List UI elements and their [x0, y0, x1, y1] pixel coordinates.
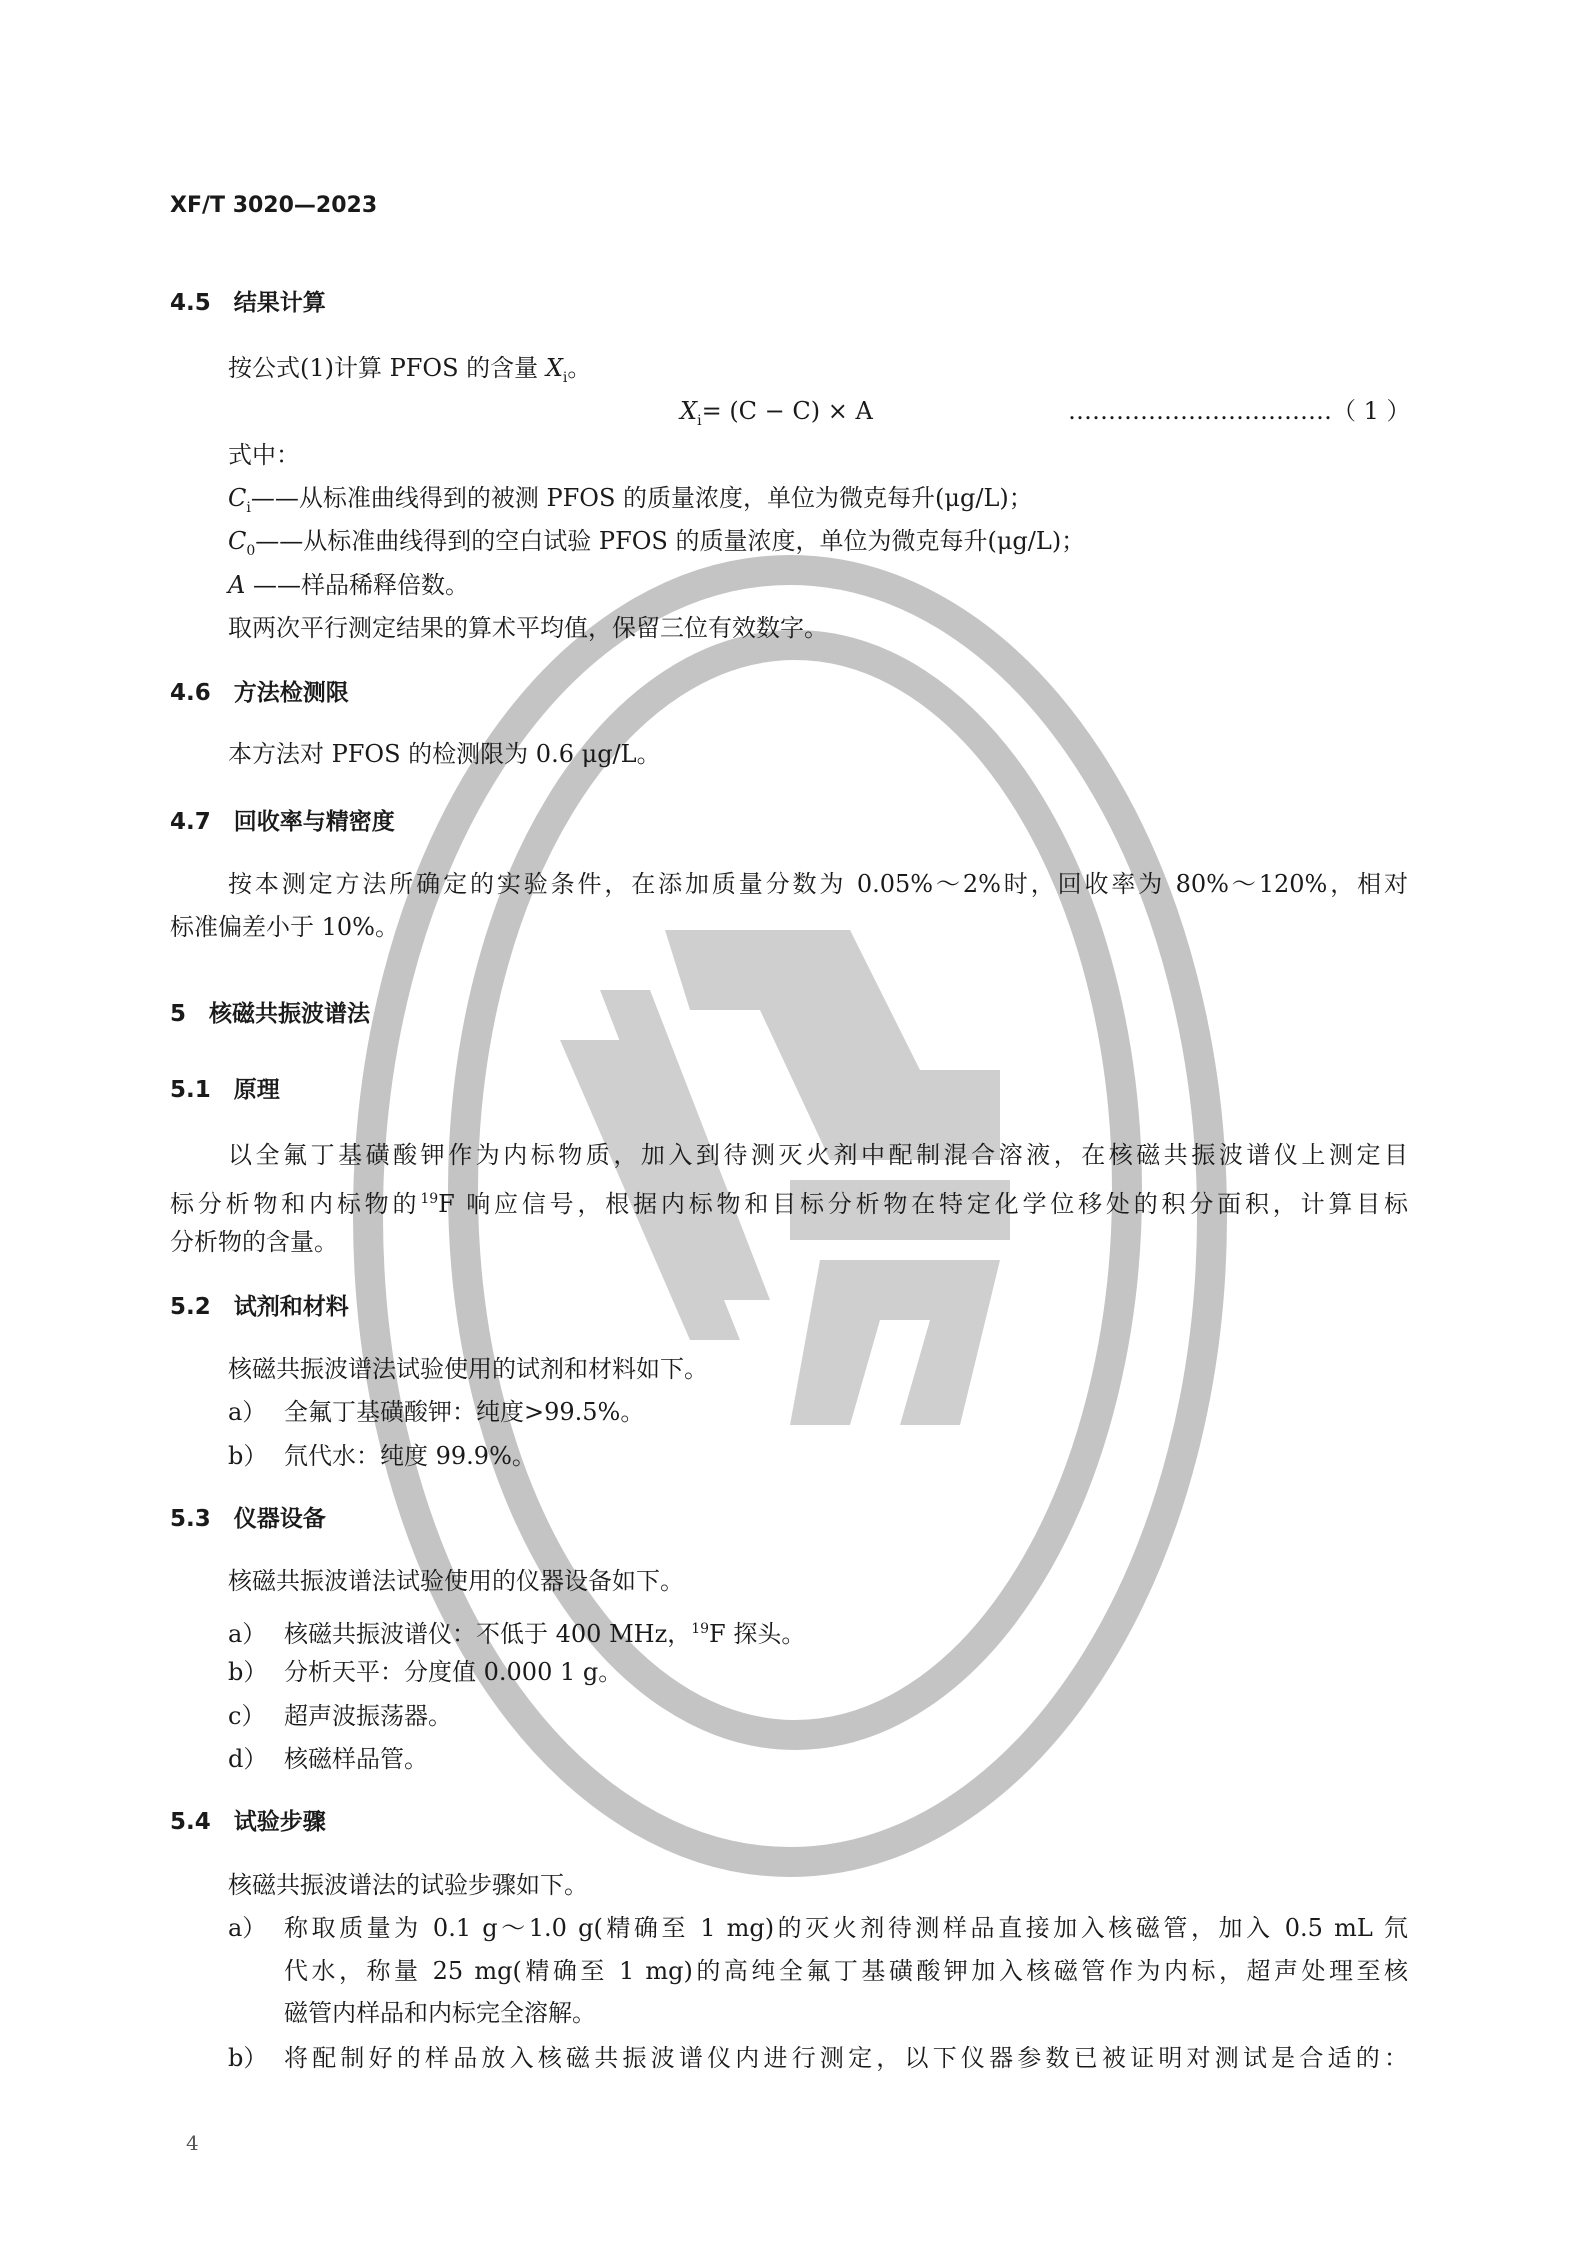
item-marker: b） [228, 1658, 268, 1686]
step-b-marker [228, 2043, 284, 2073]
recovery-text-line2: 标准偏差小于 10%。 [170, 913, 399, 941]
result-rule: 取两次平行测定结果的算术平均值，保留三位有效数字。 [228, 614, 828, 642]
item-marker: d） [228, 1745, 268, 1773]
section-5-2-heading: 5.2 试剂和材料 [170, 1294, 349, 1320]
formula-intro [228, 353, 591, 393]
detection-limit-text: 本方法对 PFOS 的检测限为 0.6 μg/L。 [228, 740, 661, 768]
step-a-marker [228, 1913, 284, 1943]
item-text: 分析天平：分度值 0.000 1 g。 [284, 1658, 623, 1686]
standard-number: XF/T 3020—2023 [170, 193, 378, 218]
recovery-text-line1: 按本测定方法所确定的实验条件，在添加质量分数为 0.05%～2%时，回收率为 80%～120%，相对 [228, 870, 1408, 898]
list-item [228, 1701, 452, 1731]
symbol: C [228, 484, 247, 512]
definition-c0 [228, 526, 1085, 566]
item-marker: a） [228, 1620, 267, 1648]
text: 标分析物和内标物的 [170, 1190, 421, 1218]
principle-line3: 分析物的含量。 [170, 1228, 338, 1256]
symbol: A [228, 571, 246, 599]
list-item [228, 1441, 536, 1471]
section-4-5-heading: 4.5 结果计算 [170, 290, 326, 316]
sub: i [562, 369, 568, 386]
section-5-3-heading: 5.3 仪器设备 [170, 1506, 326, 1532]
item-text: 全氟丁基磺酸钾：纯度>99.5%。 [284, 1398, 645, 1426]
principle-line1: 以全氟丁基磺酸钾作为内标物质，加入到待测灭火剂中配制混合溶液，在核磁共振波谱仪上测定目 [228, 1141, 1408, 1169]
list-item [228, 1657, 622, 1687]
var: X [545, 354, 563, 382]
principle-line2 [170, 1184, 1408, 1219]
formula-number: ……………………………（ 1 ） [1068, 397, 1411, 425]
intro-end: 。 [567, 354, 592, 382]
item-text: 核磁共振波谱仪：不低于 400 MHz， [284, 1620, 692, 1648]
watermark-logo [560, 930, 1010, 1425]
item-marker: b） [228, 2044, 268, 2072]
symbol: C [228, 527, 247, 555]
item-marker: a） [228, 1398, 267, 1426]
item-text: 超声波振荡器。 [284, 1702, 452, 1730]
definition-text: ——从标准曲线得到的被测 PFOS 的质量浓度，单位为微克每升(μg/L)； [250, 484, 1033, 512]
formula: $X_i= (C - C) \times A$ [680, 397, 873, 429]
sub: i [246, 499, 251, 516]
item-text: F 探头。 [709, 1620, 806, 1648]
section-5-4-heading: 5.4 试验步骤 [170, 1809, 326, 1835]
where-label: 式中： [228, 441, 300, 469]
section-4-7-heading: 4.7 回收率与精密度 [170, 809, 395, 835]
item-marker: c） [228, 1702, 266, 1730]
page-number: 4 [186, 2131, 199, 2155]
definition-text: ——从标准曲线得到的空白试验 PFOS 的质量浓度，单位为微克每升(μg/L)； [255, 527, 1086, 555]
equipment-intro: 核磁共振波谱法试验使用的仪器设备如下。 [228, 1567, 684, 1595]
superscript: 19 [691, 1621, 710, 1637]
step-a-line3: 磁管内样品和内标完全溶解。 [284, 1999, 596, 2027]
item-marker: b） [228, 1442, 268, 1470]
section-4-6-heading: 4.6 方法检测限 [170, 680, 349, 706]
superscript: 19 [420, 1191, 439, 1207]
section-5-heading: 5 核磁共振波谱法 [170, 1001, 371, 1027]
sub: 0 [246, 542, 256, 559]
step-b-line1: 将配制好的样品放入核磁共振波谱仪内进行测定，以下仪器参数已被证明对测试是合适的： [284, 2044, 1408, 2072]
reagents-intro: 核磁共振波谱法试验使用的试剂和材料如下。 [228, 1355, 708, 1383]
step-a-line1: 称取质量为 0.1 g～1.0 g(精确至 1 mg)的灭火剂待测样品直接加入核磁管，加入 0.5 mL 氘 [284, 1914, 1408, 1942]
definition-ci [228, 483, 1033, 523]
list-item [228, 1397, 644, 1427]
step-a-line2: 代水，称量 25 mg(精确至 1 mg)的高纯全氟丁基磺酸钾加入核磁管作为内标，超声处理至核 [284, 1957, 1408, 1985]
list-item [228, 1744, 428, 1774]
item-text: 氘代水：纯度 99.9%。 [284, 1442, 536, 1470]
text: F 响应信号，根据内标物和目标分析物在特定化学位移处的积分面积，计算目标 [438, 1190, 1409, 1218]
section-5-1-heading: 5.1 原理 [170, 1077, 280, 1103]
item-marker: a） [228, 1914, 267, 1942]
definition-a [228, 570, 469, 600]
definition-text: ——样品稀释倍数。 [245, 571, 469, 599]
list-item [228, 1614, 805, 1649]
procedure-intro: 核磁共振波谱法的试验步骤如下。 [228, 1871, 588, 1899]
formula-text: = (C − C) × A [701, 397, 873, 425]
item-text: 核磁样品管。 [284, 1745, 428, 1773]
intro-text: 按公式(1)计算 PFOS 的含量 [228, 354, 546, 382]
